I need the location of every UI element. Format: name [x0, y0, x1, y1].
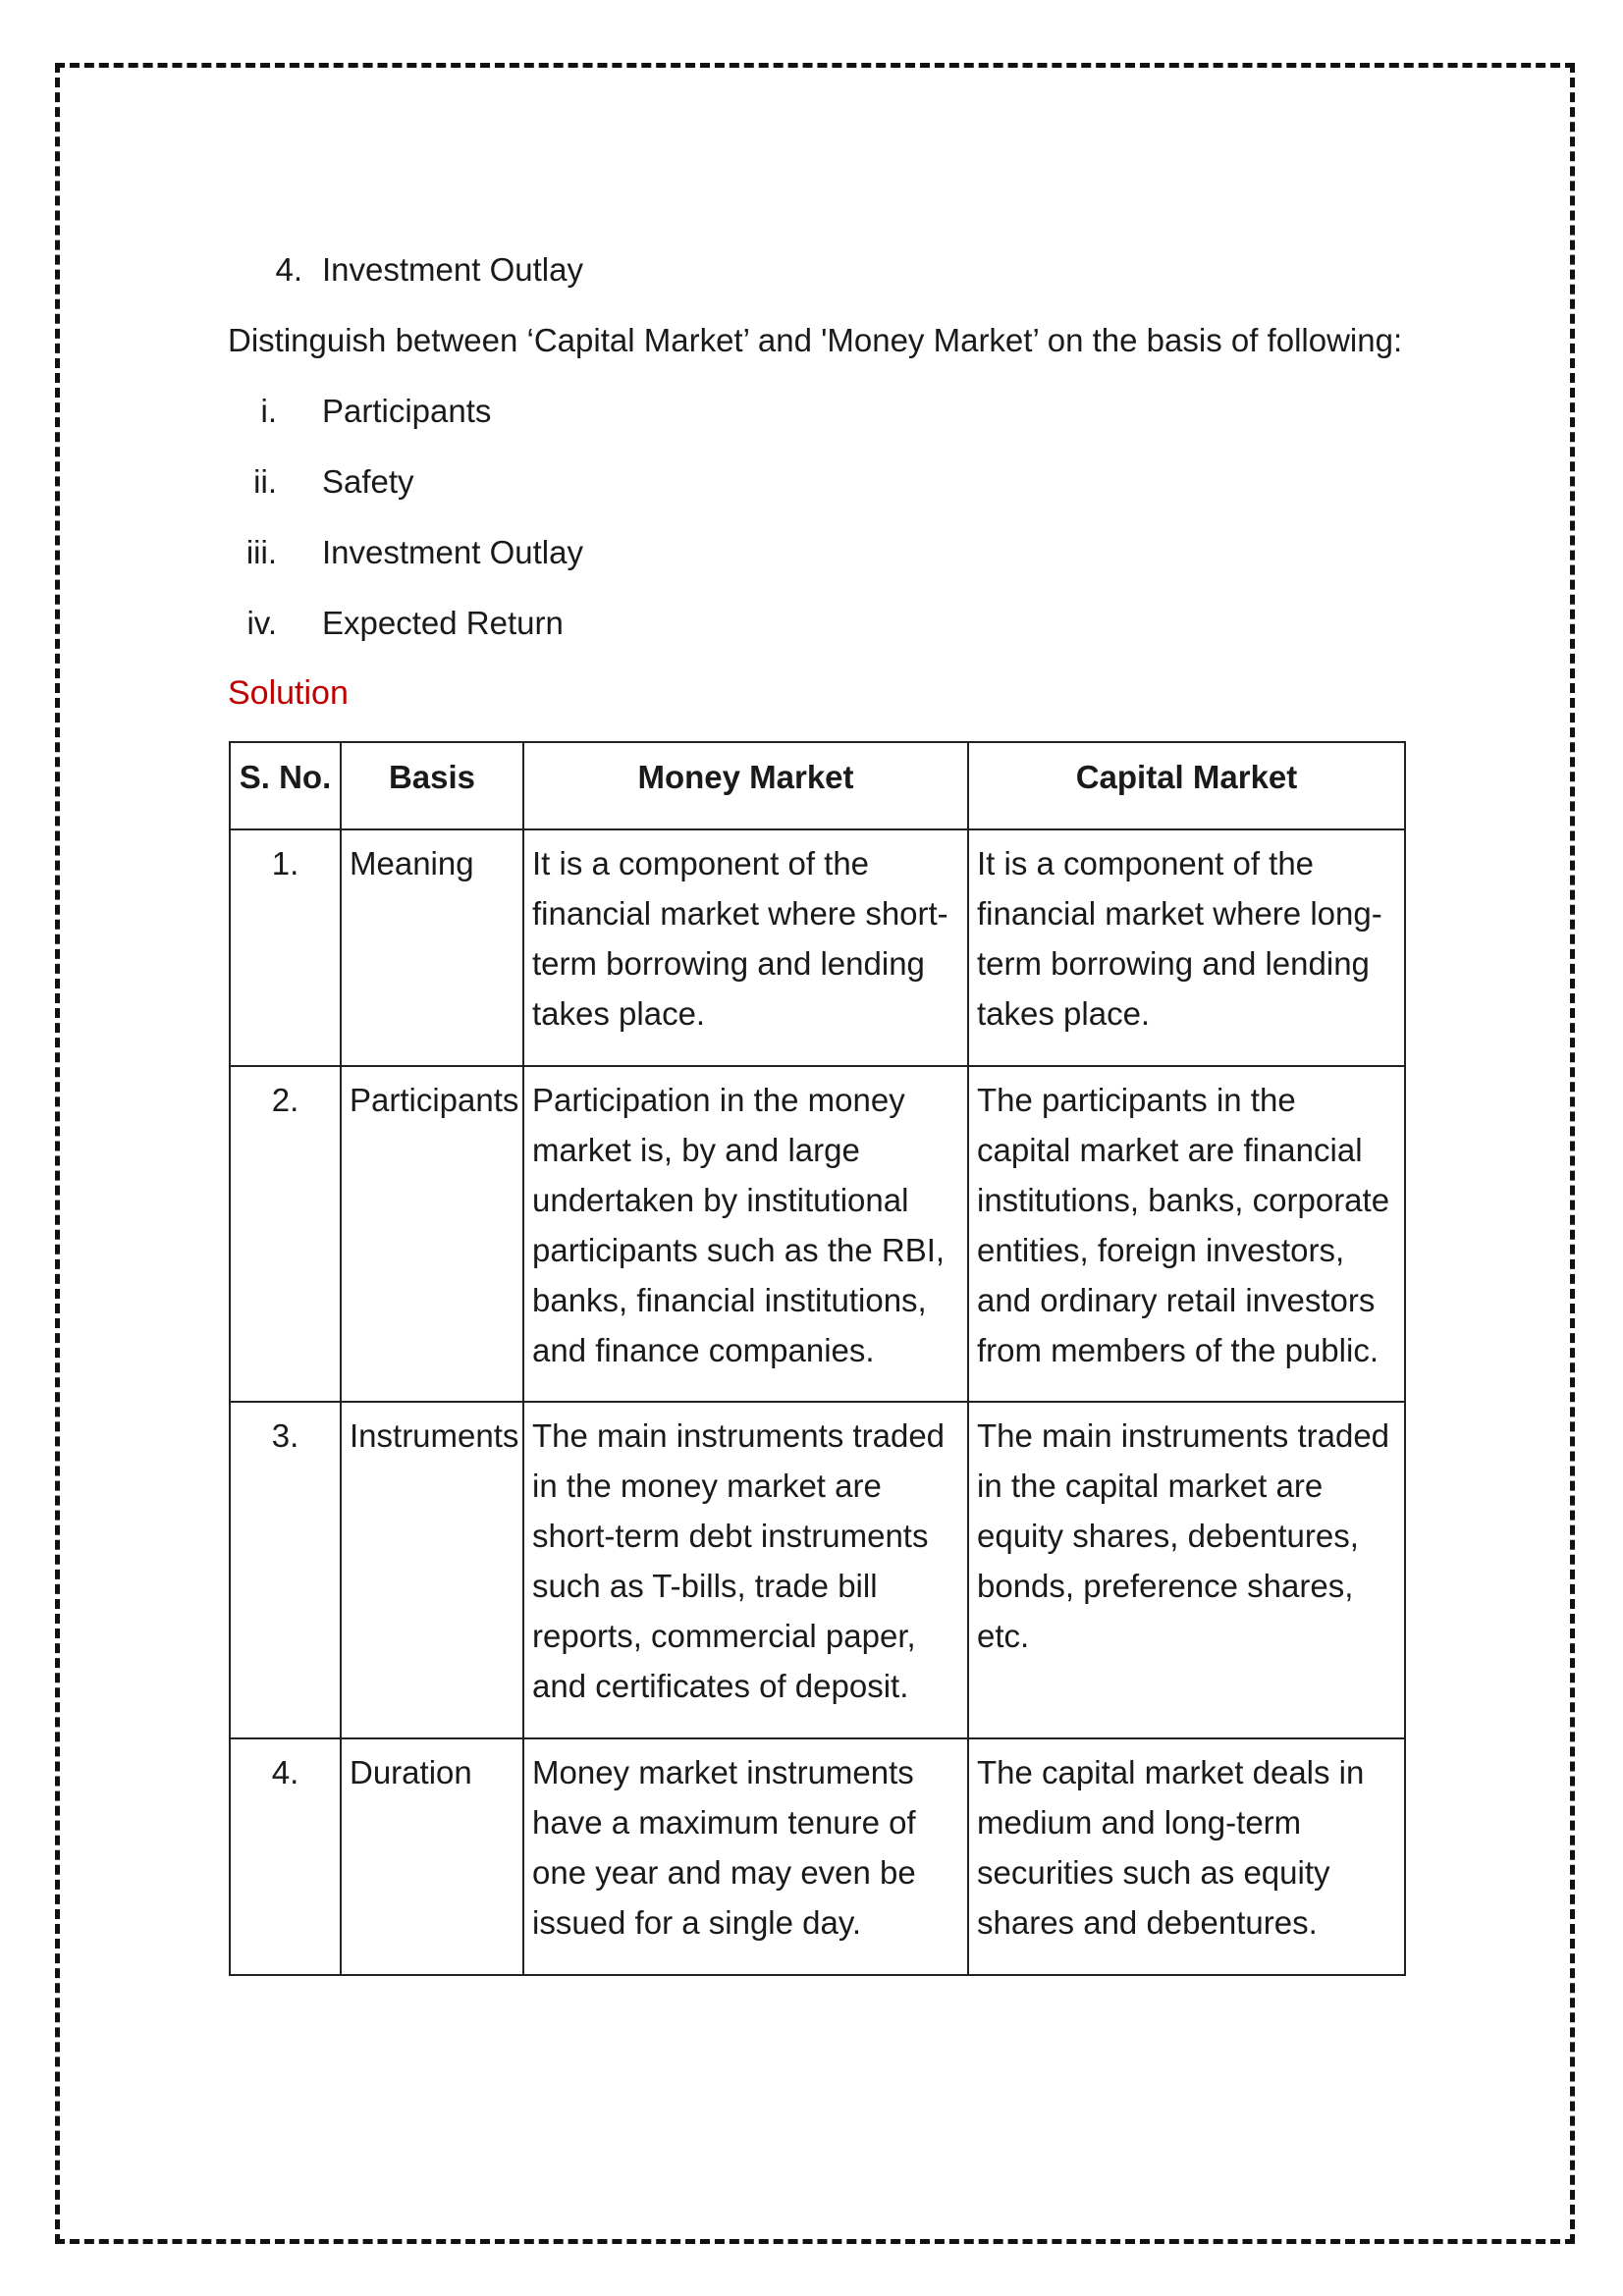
list-item-text: Safety	[322, 463, 414, 500]
cell-capital-market: The main instruments traded in the capital market are equity shares, debentures, bonds, preference shares, etc.	[968, 1402, 1405, 1738]
list-item-number: 4.	[275, 251, 302, 288]
table-row	[230, 829, 1405, 1066]
cell-basis: Meaning	[341, 829, 523, 1066]
table-row	[230, 1066, 1405, 1402]
header-capital-market: Capital Market	[968, 742, 1405, 829]
table-row	[230, 1738, 1405, 1975]
cell-capital-market: The participants in the capital market are financial institutions, banks, corporate entities, foreign investors, and ordinary retail investors from members of the public.	[968, 1066, 1405, 1402]
solution-heading: Solution	[228, 674, 349, 712]
cell-capital-market: It is a component of the financial market where long-term borrowing and lending takes place.	[968, 829, 1405, 1066]
cell-sno: 1.	[230, 829, 341, 1066]
header-money-market: Money Market	[523, 742, 968, 829]
list-item-text: Investment Outlay	[322, 534, 583, 570]
list-item-number: i.	[260, 393, 277, 429]
table-header-row	[230, 742, 1405, 829]
cell-money-market: It is a component of the financial market where short-term borrowing and lending takes place.	[523, 829, 968, 1066]
cell-sno: 2.	[230, 1066, 341, 1402]
cell-basis: Instruments	[341, 1402, 523, 1738]
header-basis: Basis	[341, 742, 523, 829]
cell-sno: 4.	[230, 1738, 341, 1975]
cell-money-market: The main instruments traded in the money market are short-term debt instruments such as T-bills, trade bill reports, commercial paper, and certificates of deposit.	[523, 1402, 968, 1738]
comparison-table	[229, 741, 1406, 1976]
cell-basis: Duration	[341, 1738, 523, 1975]
cell-sno: 3.	[230, 1402, 341, 1738]
cell-basis: Participants	[341, 1066, 523, 1402]
cell-money-market: Participation in the money market is, by and large undertaken by institutional participants such as the RBI, banks, financial institutions, and finance companies.	[523, 1066, 968, 1402]
cell-capital-market: The capital market deals in medium and long-term securities such as equity shares and debentures.	[968, 1738, 1405, 1975]
list-item-text: Expected Return	[322, 605, 564, 641]
list-item-text: Participants	[322, 393, 492, 429]
cell-money-market: Money market instruments have a maximum tenure of one year and may even be issued for a single day.	[523, 1738, 968, 1975]
table-row	[230, 1402, 1405, 1738]
list-item-number: iv.	[246, 605, 277, 641]
list-item-number: iii.	[245, 534, 277, 570]
header-sno: S. No.	[230, 742, 341, 829]
list-item-number: ii.	[253, 463, 277, 500]
list-item-text: Investment Outlay	[322, 251, 583, 288]
question-text: Distinguish between ‘Capital Market’ and 'Money Market’ on the basis of following:	[228, 322, 1403, 358]
